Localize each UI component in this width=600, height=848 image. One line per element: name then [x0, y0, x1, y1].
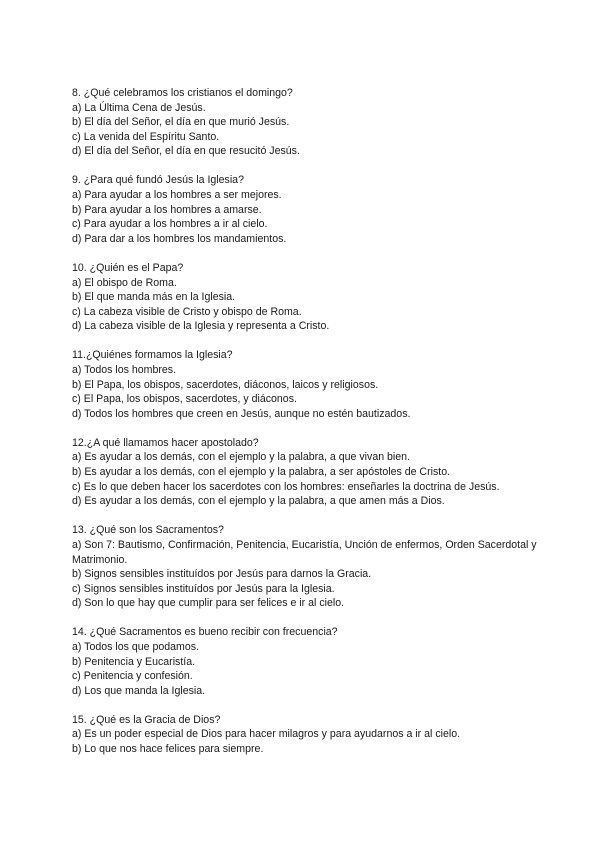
question-block — [72, 436, 572, 509]
answer-option: c) La venida del Espíritu Santo. — [72, 130, 220, 143]
answer-option: d) Es ayudar a los demás, con el ejemplo y la palabra, a que amen más a Dios. — [72, 495, 445, 508]
document-page — [72, 86, 572, 771]
answer-option: b) El que manda más en la Iglesia. — [72, 291, 236, 304]
answer-option: a) Son 7: Bautismo, Confirmación, Penitencia, Eucaristía, Unción de enfermos, Orden Sacerdotal y Matrimonio. — [72, 538, 537, 566]
answer-option: b) Para ayudar a los hombres a amarse. — [72, 203, 262, 216]
answer-option: b) Signos sensibles instituídos por Jesús para darnos la Gracia. — [72, 568, 372, 581]
answer-option: a) Todos los hombres. — [72, 364, 177, 376]
answer-option: a) Es un poder especial de Dios para hacer milagros y para ayudarnos a ir al cielo. — [72, 728, 461, 741]
question-text: 9. ¿Para qué fundó Jesús la Iglesia? — [72, 174, 244, 187]
answer-option: a) Para ayudar a los hombres a ser mejores. — [72, 189, 282, 202]
question-text: 13. ¿Qué son los Sacramentos? — [72, 524, 224, 537]
question-block — [72, 713, 572, 757]
answer-option: c) Para ayudar a los hombres a ir al cielo. — [72, 218, 268, 231]
question-text: 14. ¿Qué Sacramentos es bueno recibir con frecuencia? — [72, 626, 338, 639]
question-text: 10. ¿Quién es el Papa? — [72, 261, 184, 274]
question-block — [72, 625, 572, 698]
answer-option: a) El obispo de Roma. — [72, 276, 177, 289]
question-block — [72, 261, 572, 334]
question-text: 15. ¿Qué es la Gracia de Dios? — [72, 713, 221, 726]
question-block — [72, 348, 572, 421]
answer-option: a) Es ayudar a los demás, con el ejemplo y la palabra, a que vivan bien. — [72, 451, 411, 464]
answer-option: c) Penitencia y confesión. — [72, 670, 193, 683]
question-text: 12.¿A qué llamamos hacer apostolado? — [72, 436, 259, 449]
answer-option: b) Es ayudar a los demás, con el ejemplo y la palabra, a ser apóstoles de Cristo. — [72, 466, 451, 479]
answer-option: d) Todos los hombres que creen en Jesús, aunque no estén bautizados. — [72, 407, 411, 420]
answer-option: c) Signos sensibles instituídos por Jesús para la Iglesia. — [72, 582, 335, 595]
answer-option: d) Los que manda la Iglesia. — [72, 684, 206, 697]
answer-option: c) El Papa, los obispos, sacerdotes, y diáconos. — [72, 393, 297, 406]
question-text: 8. ¿Qué celebramos los cristianos el domingo? — [72, 87, 293, 99]
answer-option: b) Penitencia y Eucaristía. — [72, 655, 196, 668]
answer-option: c) La cabeza visible de Cristo y obispo de Roma. — [72, 305, 302, 318]
answer-option: d) La cabeza visible de la Iglesia y representa a Cristo. — [72, 320, 330, 333]
answer-option: b) El Papa, los obispos, sacerdotes, diáconos, laicos y religiosos. — [72, 378, 379, 391]
answer-option: d) Para dar a los hombres los mandamientos. — [72, 232, 287, 245]
question-block — [72, 173, 572, 246]
question-block — [72, 86, 572, 159]
answer-option: a) Todos los que podamos. — [72, 641, 200, 653]
answer-option: b) Lo que nos hace felices para siempre. — [72, 743, 264, 756]
answer-option: d) El día del Señor, el día en que resucitó Jesús. — [72, 145, 300, 158]
answer-option: a) La Última Cena de Jesús. — [72, 101, 206, 114]
answer-option: d) Son lo que hay que cumplir para ser felices e ir al cielo. — [72, 597, 345, 610]
question-text: 11.¿Quiénes formamos la Iglesia? — [72, 349, 233, 362]
answer-option: c) Es lo que deben hacer los sacerdotes con los hombres: enseñarles la doctrina de Jesús. — [72, 480, 500, 493]
answer-option: b) El día del Señor, el día en que murió Jesús. — [72, 116, 290, 129]
question-block — [72, 523, 572, 611]
